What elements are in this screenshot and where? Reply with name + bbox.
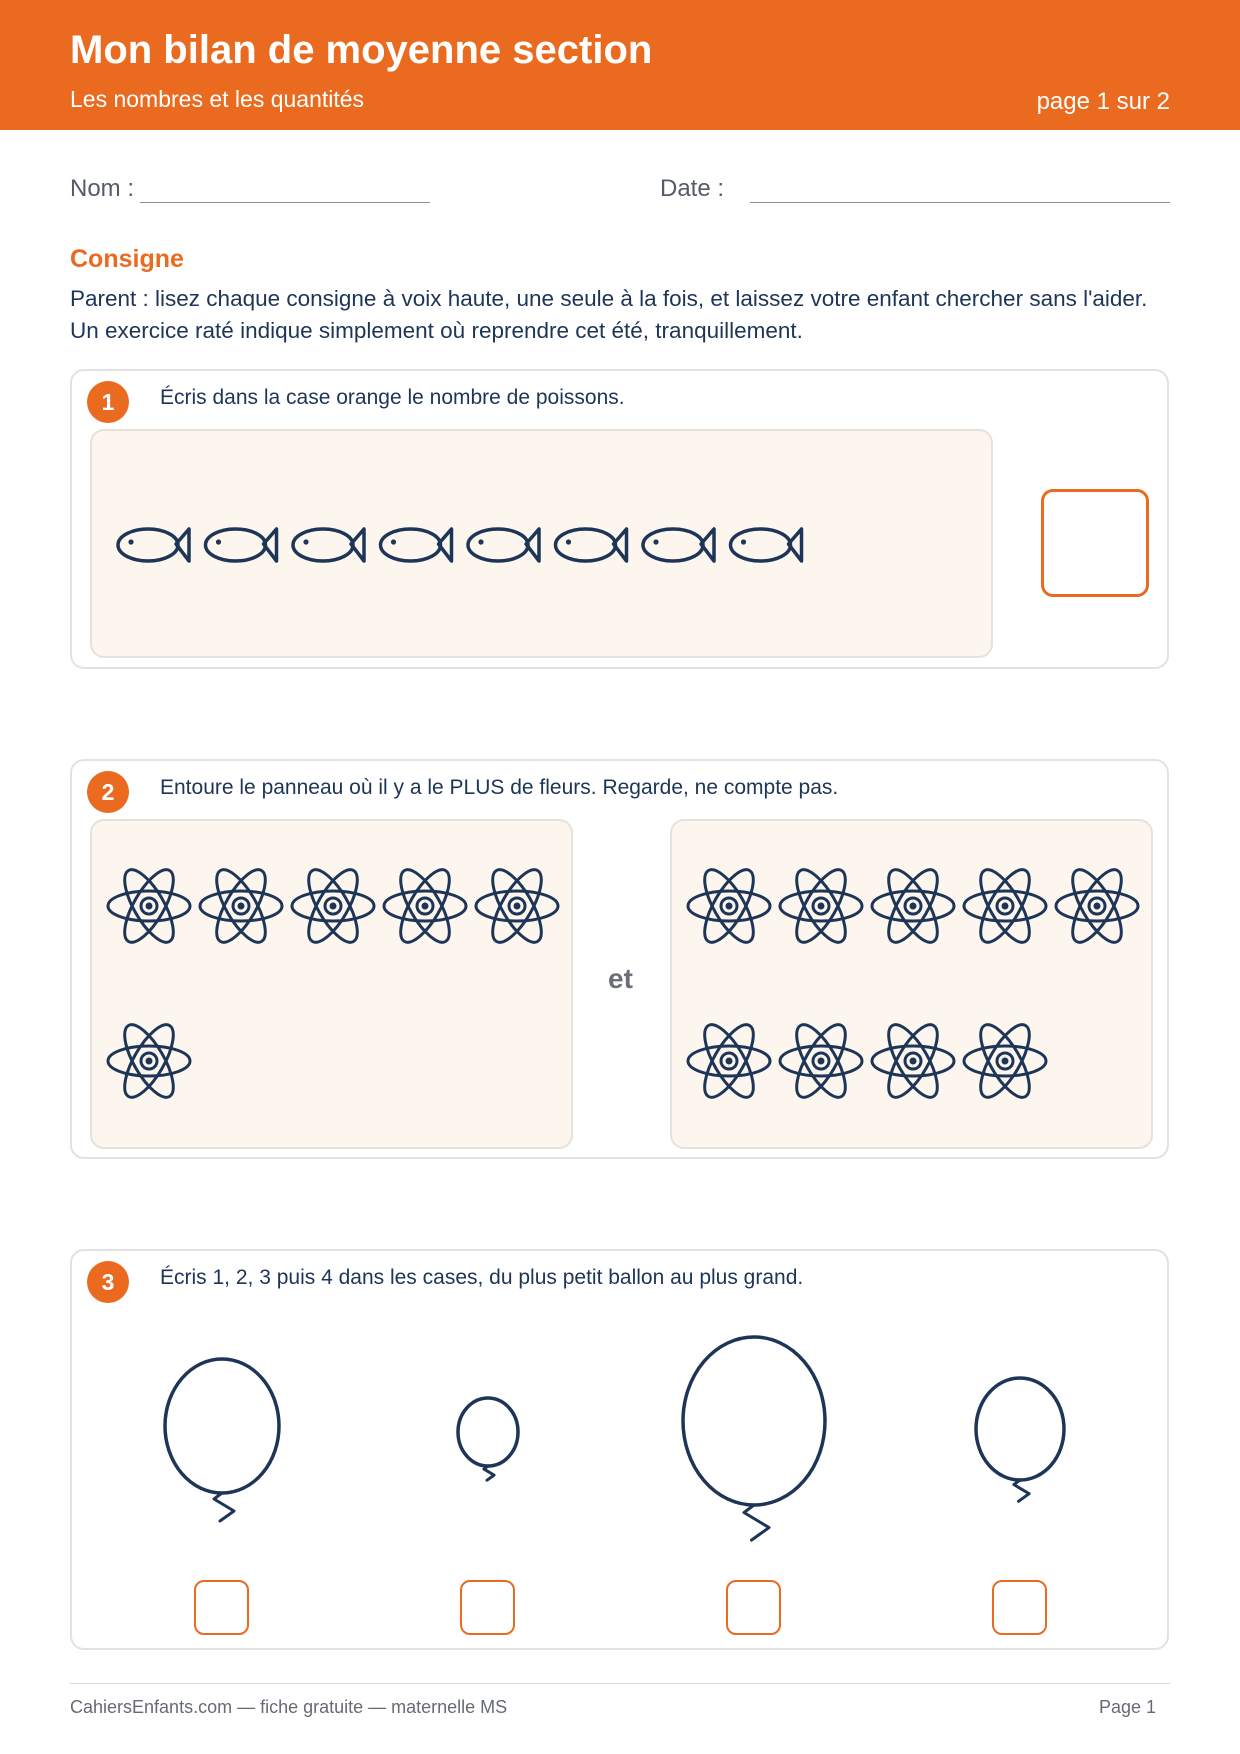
separator-et: et [608,963,633,994]
balloon-3-icon [683,1337,825,1540]
name-label: Nom : [70,175,135,202]
fish-icon [468,529,539,561]
fish-icon [118,529,189,561]
consigne-title: Consigne [70,245,184,273]
page-title: Mon bilan de moyenne section [70,28,653,72]
exercise-3-card [70,1249,1169,1650]
balloon-3-answer-box[interactable] [726,1580,781,1635]
flower-icon [108,1018,190,1104]
exercise-2-card [70,759,1169,1159]
fish-icon [643,529,714,561]
footer-divider [70,1683,1170,1684]
footer-page-number: Page 1 [1098,1697,1156,1717]
flower-icon [964,1018,1046,1104]
exercise-2-number: 2 [87,771,129,813]
date-field[interactable] [750,202,1170,203]
flower-group-left [92,821,575,1151]
exercise-1-card [70,369,1169,669]
fish-icon [556,529,627,561]
flower-icon [780,1018,862,1104]
flower-icon [476,863,558,949]
fish-icon [293,529,364,561]
fish-count-answer-box[interactable] [1041,489,1149,597]
fish-group [92,431,995,660]
balloon-4-icon [976,1378,1064,1501]
fish-panel [90,429,993,658]
page-indicator: page 1 sur 2 [1036,88,1170,115]
balloon-2-icon [458,1398,518,1480]
flower-icon [200,863,282,949]
exercise-1-instruction: Écris dans la case orange le nombre de poissons. [160,386,625,409]
flower-icon [780,863,862,949]
flower-panel-right[interactable] [670,819,1153,1149]
flower-icon [688,863,770,949]
consigne-text: Parent : lisez chaque consigne à voix haute, une seule à la fois, et laissez votre enfant chercher sans l'aider. Un exercice raté indique simplement où reprendre cet été, tranquillement. [70,286,1148,343]
flower-icon [964,863,1046,949]
page-subtitle: Les nombres et les quantités [70,86,365,112]
footer-source: CahiersEnfants.com — fiche gratuite — maternelle MS [70,1697,508,1717]
fish-icon [206,529,277,561]
flower-panel-left[interactable] [90,819,573,1149]
flower-icon [292,863,374,949]
flower-icon [872,863,954,949]
flower-icon [688,1018,770,1104]
date-label: Date : [660,175,725,202]
balloon-1-answer-box[interactable] [194,1580,249,1635]
exercise-3-number: 3 [87,1261,129,1303]
balloon-2-answer-box[interactable] [460,1580,515,1635]
fish-icon [381,529,452,561]
exercise-3-instruction: Écris 1, 2, 3 puis 4 dans les cases, du plus petit ballon au plus grand. [160,1266,804,1289]
fish-icon [731,529,802,561]
balloon-1-icon [165,1359,279,1521]
exercise-2-instruction: Entoure le panneau où il y a le PLUS de fleurs. Regarde, ne compte pas. [160,776,839,799]
flower-icon [1056,863,1138,949]
name-field[interactable] [140,202,430,203]
balloon-4-answer-box[interactable] [992,1580,1047,1635]
flower-icon [384,863,466,949]
page-header [0,0,1240,130]
flower-icon [872,1018,954,1104]
flower-icon [108,863,190,949]
flower-group-right [672,821,1155,1151]
exercise-1-number: 1 [87,381,129,423]
